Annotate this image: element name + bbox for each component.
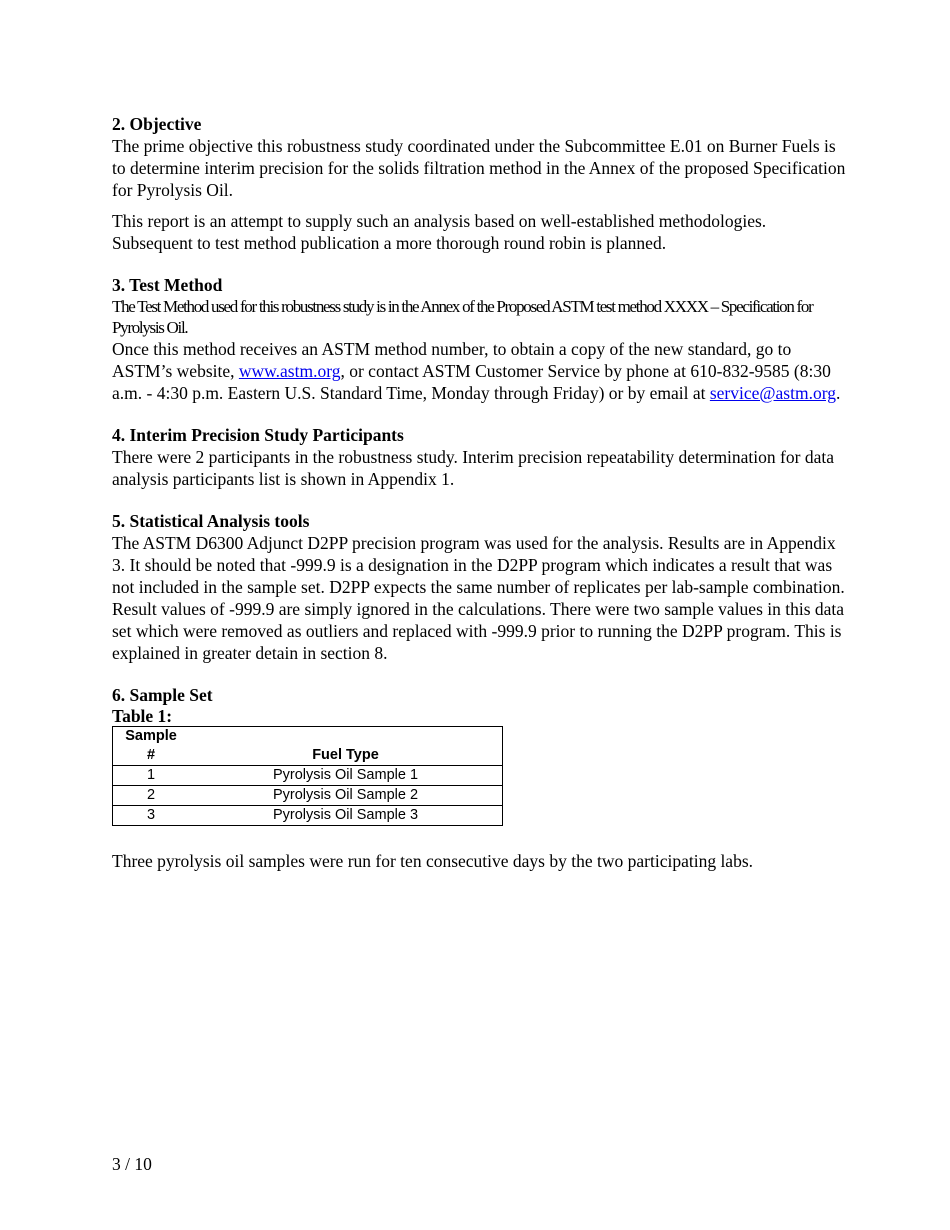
objective-paragraph-1: The prime objective this robustness study coordinated under the Subcommittee E.01 on Burner Fuels is to determine interim precision for the solids filtration method in the Annex of the proposed Specification for Pyrolysis Oil. — [112, 136, 846, 200]
section-participants — [112, 425, 847, 490]
statistical-paragraph: The ASTM D6300 Adjunct D2PP precision program was used for the analysis. Results are in Appendix 3. It should be noted that -999.9 is a designation in the D2PP program which indicates a result that was not included in the sample set. D2PP expects the same number of replicates per lab-sample combination. Result values of -999.9 are simply ignored in the calculations. There were two sample values in this data set which were removed as outliers and replaced with -999.9 prior to running the D2PP program. This is explained in greater detain in section 8. — [112, 533, 845, 663]
column-header-sample — [113, 727, 190, 766]
cell-sample-number: 2 — [146, 787, 156, 803]
table-row — [113, 806, 503, 826]
cell-fuel-type: Pyrolysis Oil Sample 3 — [272, 807, 419, 823]
section-sample-set — [112, 685, 847, 872]
test-method-condensed-text: The Test Method used for this robustness study is in the Annex of the Proposed ASTM test method XXXX – Specification for Pyrolysis Oil. — [112, 297, 813, 337]
objective-heading: 2. Objective — [112, 114, 202, 134]
document-page — [112, 114, 847, 872]
section-test-method — [112, 275, 847, 404]
cell-sample-number: 1 — [146, 767, 156, 783]
cell-fuel-type: Pyrolysis Oil Sample 1 — [272, 767, 419, 783]
cell-fuel-type: Pyrolysis Oil Sample 2 — [272, 787, 419, 803]
table-row — [113, 786, 503, 806]
statistical-heading: 5. Statistical Analysis tools — [112, 511, 310, 531]
participants-paragraph: There were 2 participants in the robustness study. Interim precision repeatability determination for data analysis participants list is shown in Appendix 1. — [112, 447, 834, 489]
objective-paragraph-2: This report is an attempt to supply such an analysis based on well-established methodologies. Subsequent to test method publication a more thorough round robin is planned. — [112, 211, 767, 253]
astm-website-link[interactable]: www.astm.org — [238, 361, 341, 381]
test-method-text-1: Once this method receives an ASTM method number, to obtain a copy of the new standard, go to ASTM’s website, — [112, 339, 792, 381]
cell-sample-number: 3 — [146, 807, 156, 823]
astm-email-link[interactable]: service@astm.org — [709, 383, 836, 403]
table-row — [113, 766, 503, 786]
table-title: Table 1: — [112, 706, 173, 726]
participants-heading: 4. Interim Precision Study Participants — [112, 425, 404, 445]
table-header-row — [113, 727, 503, 766]
test-method-heading: 3. Test Method — [112, 275, 223, 295]
column-header-sample-line2: # — [146, 747, 156, 763]
section-statistical — [112, 511, 847, 664]
sample-set-heading: 6. Sample Set — [112, 685, 213, 705]
sample-table — [112, 726, 503, 826]
page-number: 3 / 10 — [112, 1154, 152, 1174]
test-method-paragraph — [112, 338, 847, 404]
section-objective — [112, 114, 847, 254]
test-method-text-2: , or contact ASTM Customer Service by phone at 610-832-9585 (8:30 a.m. - 4:30 p.m. Eastern U.S. Standard Time, Monday through Friday) or by email at — [112, 361, 831, 403]
column-header-sample-line1: Sample — [125, 728, 177, 744]
column-header-fuel-type: Fuel Type — [312, 747, 379, 763]
sample-set-paragraph: Three pyrolysis oil samples were run for ten consecutive days by the two participating labs. — [112, 851, 754, 871]
test-method-text-3: . — [835, 383, 841, 403]
